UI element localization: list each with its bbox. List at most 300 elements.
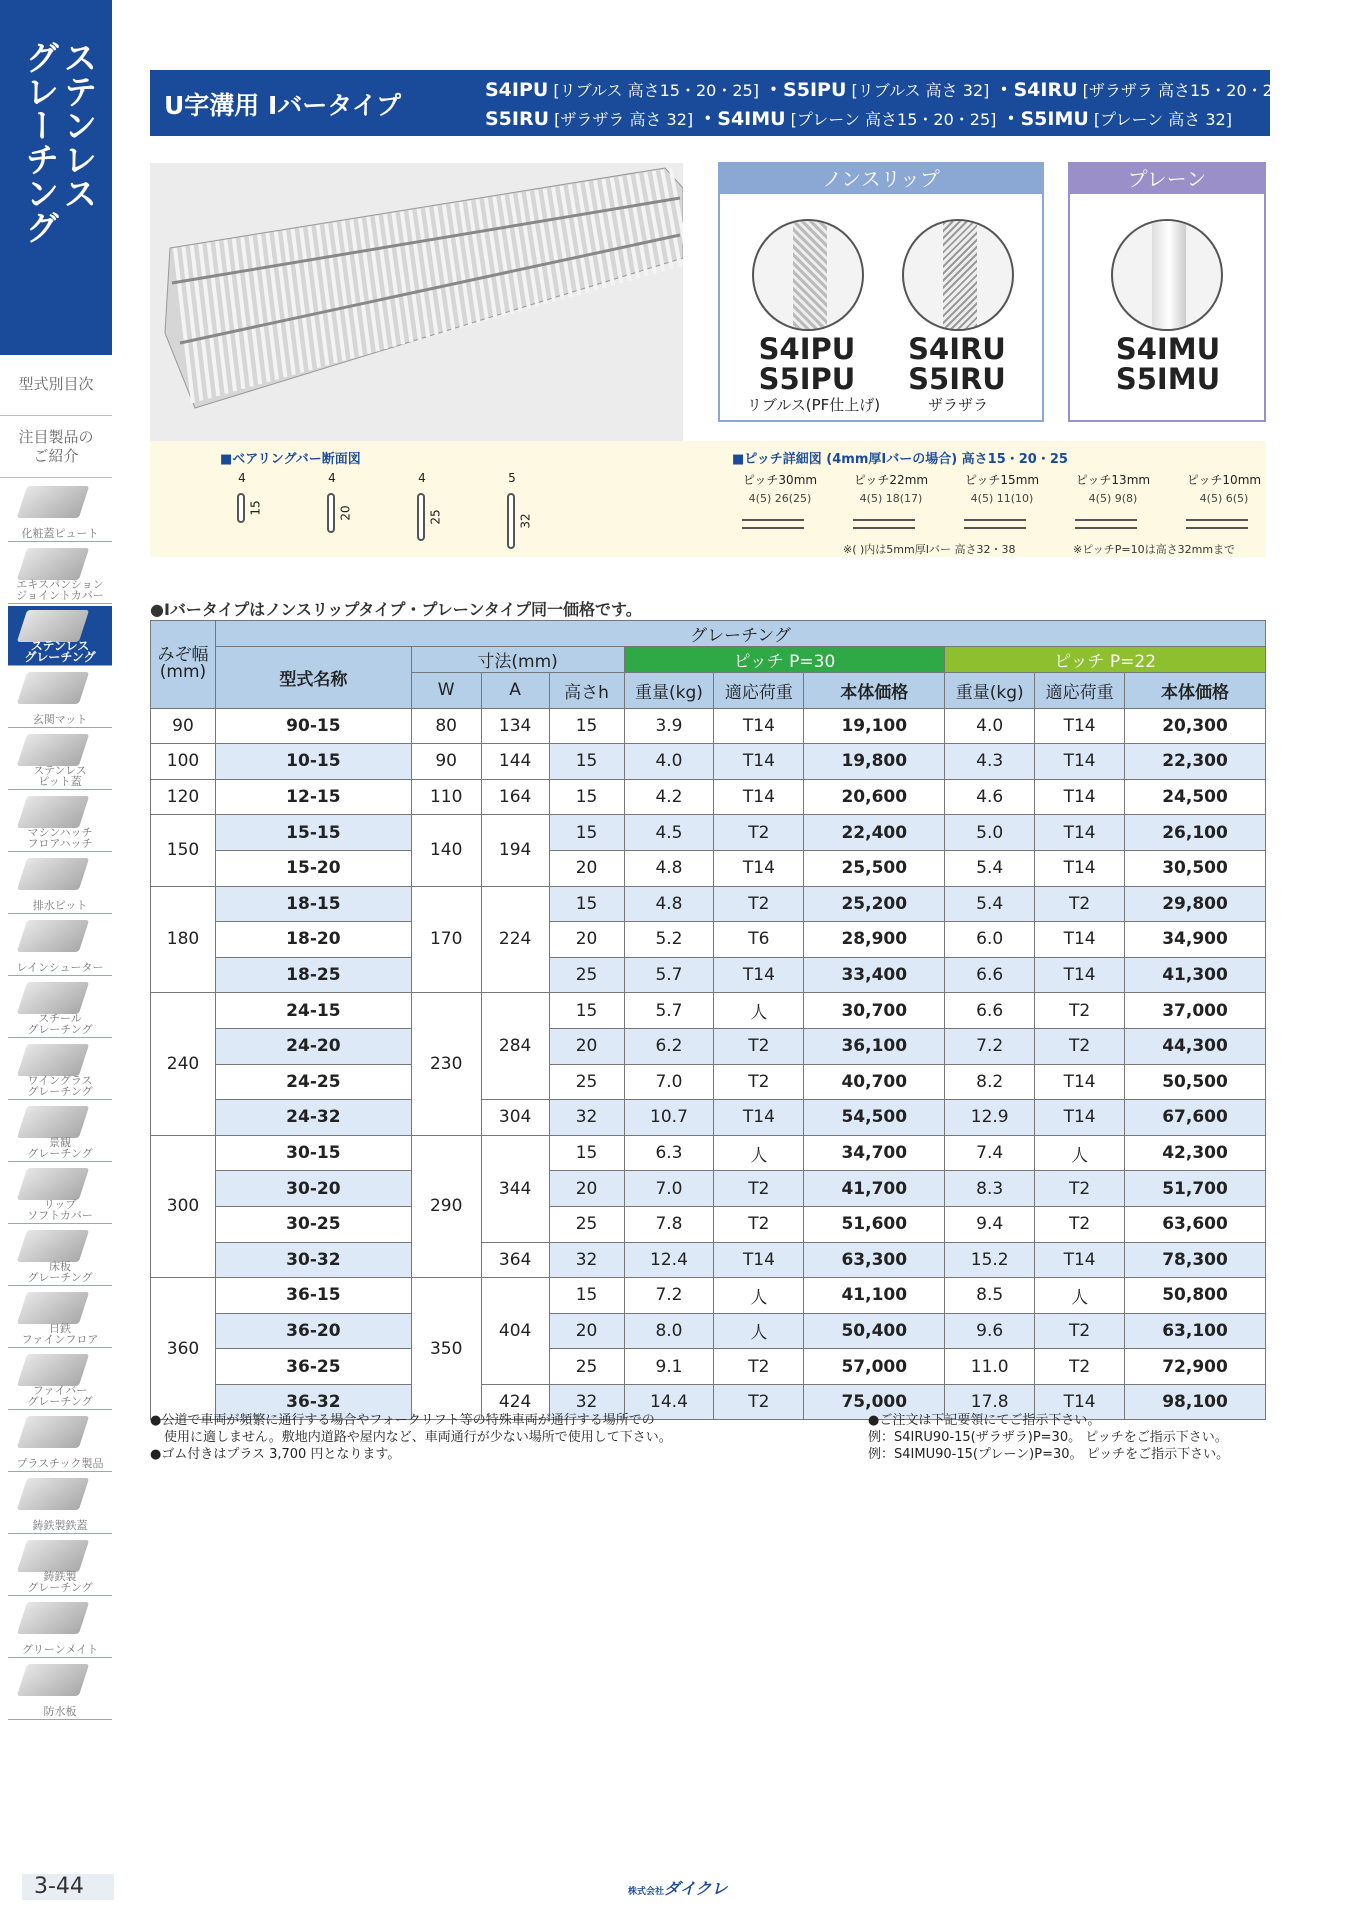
cell-ld1: T14 — [714, 957, 804, 993]
cell-wt1: 7.8 — [624, 1206, 714, 1242]
cell-ld1: 人 — [714, 993, 804, 1029]
pitch-rail — [742, 519, 804, 529]
sidebar-item[interactable] — [8, 1660, 112, 1720]
sidebar-item[interactable] — [8, 1474, 112, 1534]
cell-pr2: 42,300 — [1125, 1135, 1266, 1171]
cell-a: 144 — [481, 744, 549, 780]
col-weight-p22: 重量(kg) — [945, 673, 1035, 709]
cell-ld2: T14 — [1035, 1064, 1125, 1100]
cell-h: 15 — [549, 744, 624, 780]
pitch-diagram — [730, 471, 830, 541]
sidebar-section-featured[interactable]: 注目製品の ご紹介 — [0, 428, 112, 478]
bar-profile — [327, 493, 335, 533]
pitch-values: 4(5) 6(5) — [1199, 492, 1249, 505]
serrated-surface-icon — [902, 219, 1014, 331]
cell-wt2: 5.4 — [945, 850, 1035, 886]
col-load-p30: 適応荷重 — [714, 673, 804, 709]
cell-nm: 36-25 — [215, 1349, 411, 1385]
cell-pr1: 75,000 — [804, 1384, 945, 1420]
cell-ld1: T2 — [714, 815, 804, 851]
cell-ld2: 人 — [1035, 1135, 1125, 1171]
cell-pr2: 50,500 — [1125, 1064, 1266, 1100]
bar-width: 4 — [418, 471, 426, 485]
table-row — [151, 1100, 1266, 1136]
cell-wt2: 5.4 — [945, 886, 1035, 922]
table-row — [151, 779, 1266, 815]
bar-height: 32 — [518, 513, 533, 529]
cell-w: 290 — [411, 1135, 481, 1277]
cell-h: 20 — [549, 850, 624, 886]
cell-mz: 180 — [151, 886, 216, 993]
cell-h: 25 — [549, 1206, 624, 1242]
cell-nm: 36-32 — [215, 1384, 411, 1420]
cell-wt2: 4.6 — [945, 779, 1035, 815]
cell-h: 15 — [549, 886, 624, 922]
nonslip-caption: ノンスリップ — [720, 164, 1042, 194]
cell-pr2: 78,300 — [1125, 1242, 1266, 1278]
grating-illustration — [150, 163, 683, 441]
cell-nm: 12-15 — [215, 779, 411, 815]
bar-profile — [237, 493, 245, 523]
cell-pr2: 37,000 — [1125, 993, 1266, 1029]
model-code: S5IRU — [485, 108, 550, 130]
sidebar-section-catalog-index[interactable]: 型式別目次 — [0, 372, 112, 416]
plain-caption: プレーン — [1070, 164, 1264, 194]
cell-ld2: T2 — [1035, 1171, 1125, 1207]
cell-nm: 24-15 — [215, 993, 411, 1029]
cell-w: 350 — [411, 1278, 481, 1420]
cell-pr1: 25,500 — [804, 850, 945, 886]
model-desc: [ザラザラ 高さ15・20・25] — [1082, 81, 1290, 100]
cell-mz: 120 — [151, 779, 216, 815]
model-list — [485, 76, 1289, 134]
col-w: W — [411, 673, 481, 709]
cell-ld2: T14 — [1035, 744, 1125, 780]
cell-nm: 36-20 — [215, 1313, 411, 1349]
col-weight-p30: 重量(kg) — [624, 673, 714, 709]
sidebar-item[interactable] — [8, 792, 112, 852]
cell-wt2: 4.3 — [945, 744, 1035, 780]
col-model: 型式名称 — [215, 647, 411, 709]
bearing-bar-section — [312, 471, 352, 551]
sidebar-item[interactable] — [8, 1040, 112, 1100]
cell-h: 15 — [549, 815, 624, 851]
cell-pr1: 51,600 — [804, 1206, 945, 1242]
cell-wt2: 6.0 — [945, 922, 1035, 958]
cell-wt1: 5.7 — [624, 993, 714, 1029]
cell-pr1: 19,800 — [804, 744, 945, 780]
table-intro: ●Iバータイプはノンスリップタイプ・プレーンタイプ同一価格です。 — [150, 600, 642, 619]
cell-ld2: T14 — [1035, 815, 1125, 851]
cell-ld1: 人 — [714, 1313, 804, 1349]
cell-pr2: 26,100 — [1125, 815, 1266, 851]
model-desc: [リブルス 高さ 32] — [851, 81, 990, 100]
cell-wt2: 7.2 — [945, 1028, 1035, 1064]
bar-width: 4 — [328, 471, 336, 485]
col-groove-width: みぞ幅 (mm) — [151, 621, 216, 709]
cell-mz: 300 — [151, 1135, 216, 1277]
cell-pr2: 22,300 — [1125, 744, 1266, 780]
sidebar-item[interactable] — [8, 854, 112, 914]
sidebar-item[interactable] — [8, 1598, 112, 1658]
sidebar — [0, 0, 112, 1920]
cell-pr2: 63,600 — [1125, 1206, 1266, 1242]
sidebar-item-label: ステンレス ピット蓋 — [33, 764, 87, 788]
cell-ld2: T14 — [1035, 1242, 1125, 1278]
table-row — [151, 1064, 1266, 1100]
product-thumbnail — [17, 548, 89, 580]
cell-ld2: T14 — [1035, 850, 1125, 886]
sidebar-item[interactable] — [8, 1102, 112, 1162]
table-row — [151, 1278, 1266, 1314]
sidebar-item[interactable] — [8, 1412, 112, 1472]
imu-models: S4IMU S5IMU — [1115, 332, 1221, 396]
pitch-name: ピッチ10mm — [1186, 473, 1262, 487]
product-thumbnail — [17, 1106, 89, 1138]
cell-wt2: 5.0 — [945, 815, 1035, 851]
cell-h: 20 — [549, 922, 624, 958]
company-logo — [628, 1876, 727, 1899]
cell-wt2: 8.5 — [945, 1278, 1035, 1314]
cell-ld1: T2 — [714, 1028, 804, 1064]
bar-height: 20 — [338, 505, 353, 521]
cell-nm: 30-25 — [215, 1206, 411, 1242]
sidebar-item[interactable] — [8, 1350, 112, 1410]
bar-height: 15 — [248, 500, 263, 516]
cell-wt2: 9.6 — [945, 1313, 1035, 1349]
pitch-diagram — [952, 471, 1052, 541]
cell-wt1: 7.0 — [624, 1171, 714, 1207]
cell-wt1: 4.5 — [624, 815, 714, 851]
cell-w: 90 — [411, 744, 481, 780]
cell-pr1: 40,700 — [804, 1064, 945, 1100]
cell-h: 32 — [549, 1242, 624, 1278]
sidebar-item[interactable] — [8, 730, 112, 790]
iru-models: S4IRU S5IRU — [908, 332, 1006, 396]
pitch-detail-title: ■ピッチ詳細図 (4mm厚Iバーの場合) 高さ15・20・25 — [732, 452, 1068, 467]
cell-nm: 15-15 — [215, 815, 411, 851]
cell-w: 80 — [411, 708, 481, 744]
cell-mz: 90 — [151, 708, 216, 744]
product-thumbnail — [17, 1664, 89, 1696]
page-number: 3-44 — [22, 1874, 114, 1900]
cell-pr2: 51,700 — [1125, 1171, 1266, 1207]
cell-pr1: 54,500 — [804, 1100, 945, 1136]
col-dimensions: 寸法(mm) — [411, 647, 624, 673]
sidebar-item-label: プラスチック製品 — [16, 1457, 104, 1470]
model-code: ・S4IMU — [698, 108, 786, 130]
cell-h: 20 — [549, 1028, 624, 1064]
diagram-band — [150, 441, 1266, 557]
cell-pr2: 98,100 — [1125, 1384, 1266, 1420]
table-row — [151, 850, 1266, 886]
sidebar-item-label: 床板 グレーチング — [27, 1260, 93, 1284]
cell-wt2: 12.9 — [945, 1100, 1035, 1136]
col-pitch30: ピッチ P=30 — [624, 647, 945, 673]
cell-pr1: 25,200 — [804, 886, 945, 922]
sidebar-item[interactable] — [8, 978, 112, 1038]
footnotes-left — [150, 1412, 672, 1463]
cell-ld1: 人 — [714, 1135, 804, 1171]
cell-pr2: 44,300 — [1125, 1028, 1266, 1064]
cell-wt1: 5.2 — [624, 922, 714, 958]
model-code: ・S5IMU — [1001, 108, 1089, 130]
sidebar-title-line2: グレーチング — [19, 40, 59, 244]
footnotes-right — [868, 1412, 1229, 1463]
sidebar-item-label: 防水板 — [43, 1705, 77, 1718]
cell-ld1: T2 — [714, 1206, 804, 1242]
cell-wt2: 9.4 — [945, 1206, 1035, 1242]
pitch-values: 4(5) 9(8) — [1088, 492, 1138, 505]
cell-wt1: 6.3 — [624, 1135, 714, 1171]
pitch-name: ピッチ15mm — [964, 473, 1040, 487]
cell-ld1: T14 — [714, 779, 804, 815]
cell-wt2: 4.0 — [945, 708, 1035, 744]
model-desc: [プレーン 高さ 32] — [1093, 110, 1232, 129]
cell-wt2: 6.6 — [945, 957, 1035, 993]
product-thumbnail — [17, 486, 89, 518]
cell-pr1: 30,700 — [804, 993, 945, 1029]
cell-h: 32 — [549, 1100, 624, 1136]
cell-h: 15 — [549, 708, 624, 744]
cell-nm: 30-20 — [215, 1171, 411, 1207]
sidebar-item-label: 鋳鉄製鉄蓋 — [32, 1519, 88, 1532]
cell-pr2: 20,300 — [1125, 708, 1266, 744]
cell-wt1: 10.7 — [624, 1100, 714, 1136]
cell-pr2: 72,900 — [1125, 1349, 1266, 1385]
cell-w: 170 — [411, 886, 481, 993]
sidebar-item-label: 化粧蓋ピュート — [21, 527, 99, 540]
cell-nm: 24-32 — [215, 1100, 411, 1136]
table-row — [151, 1135, 1266, 1171]
cell-ld2: T2 — [1035, 1206, 1125, 1242]
product-photo — [150, 163, 683, 441]
sidebar-item-label: 景観 グレーチング — [27, 1136, 93, 1160]
cell-ld1: T14 — [714, 850, 804, 886]
cell-ld1: 人 — [714, 1278, 804, 1314]
sidebar-item[interactable] — [8, 916, 112, 976]
cell-wt1: 7.0 — [624, 1064, 714, 1100]
sidebar-item[interactable] — [8, 1164, 112, 1224]
model-desc: [プレーン 高さ15・20・25] — [790, 110, 997, 129]
bar-height: 25 — [428, 509, 443, 525]
pitch-rail — [1075, 519, 1137, 529]
product-thumbnail — [17, 1044, 89, 1076]
ripple-surface-icon — [752, 219, 864, 331]
cell-nm: 15-20 — [215, 850, 411, 886]
model-code: S4IPU — [485, 79, 549, 101]
cell-pr1: 19,100 — [804, 708, 945, 744]
col-height: 高さh — [549, 673, 624, 709]
cell-ld2: T14 — [1035, 779, 1125, 815]
cell-wt1: 4.8 — [624, 850, 714, 886]
cell-pr1: 34,700 — [804, 1135, 945, 1171]
cell-pr1: 63,300 — [804, 1242, 945, 1278]
bearing-bar-section — [402, 471, 442, 551]
cell-wt2: 8.3 — [945, 1171, 1035, 1207]
sidebar-item-label: レインシューター — [16, 961, 104, 974]
cell-nm: 18-20 — [215, 922, 411, 958]
table-row — [151, 886, 1266, 922]
section-header — [150, 70, 1290, 136]
sidebar-category-tab[interactable] — [0, 0, 112, 355]
footnote: 例：S4IRU90-15(ザラザラ)P=30。 ピッチをご指示下さい。 — [868, 1430, 1228, 1445]
pitch-name: ピッチ30mm — [742, 473, 818, 487]
cell-pr2: 30,500 — [1125, 850, 1266, 886]
table-row — [151, 708, 1266, 744]
footnote: ●公道で車両が頻繁に通行する場合やフォークリフト等の特殊車両が通行する場所での — [150, 1413, 655, 1428]
table-row — [151, 1206, 1266, 1242]
ipu-models: S4IPU S5IPU — [758, 332, 856, 396]
cell-mz: 240 — [151, 993, 216, 1135]
logo-name: ダイクレ — [664, 1879, 728, 1898]
cell-nm: 36-15 — [215, 1278, 411, 1314]
col-load-p22: 適応荷重 — [1035, 673, 1125, 709]
table-row — [151, 993, 1266, 1029]
col-price-p22: 本体価格 — [1125, 673, 1266, 709]
table-row — [151, 1349, 1266, 1385]
cell-wt1: 9.1 — [624, 1349, 714, 1385]
sidebar-item[interactable] — [8, 482, 112, 542]
cell-wt2: 6.6 — [945, 993, 1035, 1029]
cell-a: 364 — [481, 1242, 549, 1278]
cell-ld2: T2 — [1035, 886, 1125, 922]
cell-h: 15 — [549, 1135, 624, 1171]
cell-nm: 18-15 — [215, 886, 411, 922]
bar-width: 4 — [238, 471, 246, 485]
sidebar-item-label: グリーンメイト — [21, 1643, 99, 1656]
cell-ld2: T14 — [1035, 922, 1125, 958]
cell-w: 110 — [411, 779, 481, 815]
pitch-name: ピッチ22mm — [853, 473, 929, 487]
cell-wt1: 4.0 — [624, 744, 714, 780]
cell-wt1: 12.4 — [624, 1242, 714, 1278]
table-row — [151, 1028, 1266, 1064]
cell-h: 15 — [549, 1278, 624, 1314]
cell-wt1: 8.0 — [624, 1313, 714, 1349]
cell-ld1: T2 — [714, 1064, 804, 1100]
product-thumbnail — [17, 858, 89, 890]
iru-finish-label: ザラザラ — [927, 396, 988, 414]
sidebar-item[interactable] — [8, 606, 112, 666]
sidebar-item-label: 日鉄 ファインフロア — [21, 1322, 99, 1346]
cell-ld2: T2 — [1035, 1313, 1125, 1349]
bar-width: 5 — [508, 471, 516, 485]
bar-profile — [417, 493, 425, 541]
sidebar-item[interactable] — [8, 544, 112, 604]
product-thumbnail — [17, 1168, 89, 1200]
pitch-diagram — [841, 471, 941, 541]
pitch-diagram — [1174, 471, 1274, 541]
cell-h: 32 — [549, 1384, 624, 1420]
cell-a: 134 — [481, 708, 549, 744]
cell-ld2: T14 — [1035, 1384, 1125, 1420]
cell-pr1: 41,100 — [804, 1278, 945, 1314]
product-thumbnail — [17, 1416, 89, 1448]
sidebar-item-label: 鋳鉄製 グレーチング — [27, 1570, 93, 1594]
model-desc: [ザラザラ 高さ 32] — [554, 110, 694, 129]
cell-pr2: 50,800 — [1125, 1278, 1266, 1314]
sidebar-item[interactable] — [8, 1226, 112, 1286]
cell-wt1: 5.7 — [624, 957, 714, 993]
cell-nm: 24-20 — [215, 1028, 411, 1064]
cell-h: 20 — [549, 1313, 624, 1349]
cell-a: 164 — [481, 779, 549, 815]
table-row — [151, 744, 1266, 780]
cell-ld1: T2 — [714, 1384, 804, 1420]
cell-ld1: T14 — [714, 1100, 804, 1136]
cell-pr1: 22,400 — [804, 815, 945, 851]
table-row — [151, 957, 1266, 993]
cell-ld2: T2 — [1035, 1349, 1125, 1385]
col-pitch22: ピッチ P=22 — [945, 647, 1266, 673]
ipu-finish-label: リブルス(PF仕上げ) — [746, 396, 881, 414]
cell-wt1: 14.4 — [624, 1384, 714, 1420]
cell-pr2: 24,500 — [1125, 779, 1266, 815]
cell-h: 25 — [549, 957, 624, 993]
product-thumbnail — [17, 734, 89, 766]
product-thumbnail — [17, 920, 89, 952]
product-thumbnail — [17, 1478, 89, 1510]
sidebar-item-label: ワイングラス グレーチング — [27, 1074, 93, 1098]
cell-h: 20 — [549, 1171, 624, 1207]
footnote: ●ゴム付きはプラス 3,700 円となります。 — [150, 1447, 401, 1462]
product-thumbnail — [17, 982, 89, 1014]
footnote: 例：S4IMU90-15(プレーン)P=30。 ピッチをご指示下さい。 — [868, 1447, 1230, 1462]
cell-a: 224 — [481, 886, 549, 993]
product-thumbnail — [17, 796, 89, 828]
pitch-diagram — [1063, 471, 1163, 541]
cell-ld1: T2 — [714, 886, 804, 922]
cell-h: 15 — [549, 779, 624, 815]
cell-ld2: T14 — [1035, 957, 1125, 993]
product-thumbnail — [17, 1602, 89, 1634]
sidebar-item[interactable] — [8, 668, 112, 728]
plain-type-box — [1068, 162, 1266, 422]
product-thumbnail — [17, 672, 89, 704]
sidebar-item-label: マシンハッチ フロアハッチ — [27, 826, 93, 850]
cell-ld2: 人 — [1035, 1278, 1125, 1314]
table-row — [151, 1313, 1266, 1349]
col-price-p30: 本体価格 — [804, 673, 945, 709]
cell-pr1: 36,100 — [804, 1028, 945, 1064]
pitch-values: 4(5) 26(25) — [748, 492, 812, 505]
cell-ld2: T14 — [1035, 1100, 1125, 1136]
cell-pr1: 41,700 — [804, 1171, 945, 1207]
cell-nm: 18-25 — [215, 957, 411, 993]
cell-h: 15 — [549, 993, 624, 1029]
cell-ld1: T14 — [714, 744, 804, 780]
cell-ld1: T14 — [714, 1242, 804, 1278]
pitch-note-1: ※( )内は5mm厚Iバー 高さ32・38 — [843, 543, 1016, 556]
sidebar-item[interactable] — [8, 1288, 112, 1348]
footnote: 使用に適しません。敷地内道路や屋内など、車両通行が少ない場所で使用して下さい。 — [164, 1430, 672, 1445]
model-code: ・S5IPU — [764, 79, 847, 101]
table-row — [151, 815, 1266, 851]
table-row — [151, 1242, 1266, 1278]
cell-a: 194 — [481, 815, 549, 886]
cell-wt1: 4.8 — [624, 886, 714, 922]
footnote: ●ご注文は下記要領にてご指示下さい。 — [868, 1413, 1101, 1428]
cell-pr1: 20,600 — [804, 779, 945, 815]
cell-ld1: T2 — [714, 1349, 804, 1385]
cell-w: 140 — [411, 815, 481, 886]
cell-a: 424 — [481, 1384, 549, 1420]
sidebar-item[interactable] — [8, 1536, 112, 1596]
cell-wt1: 4.2 — [624, 779, 714, 815]
price-table — [150, 620, 1266, 1420]
cell-pr1: 57,000 — [804, 1349, 945, 1385]
